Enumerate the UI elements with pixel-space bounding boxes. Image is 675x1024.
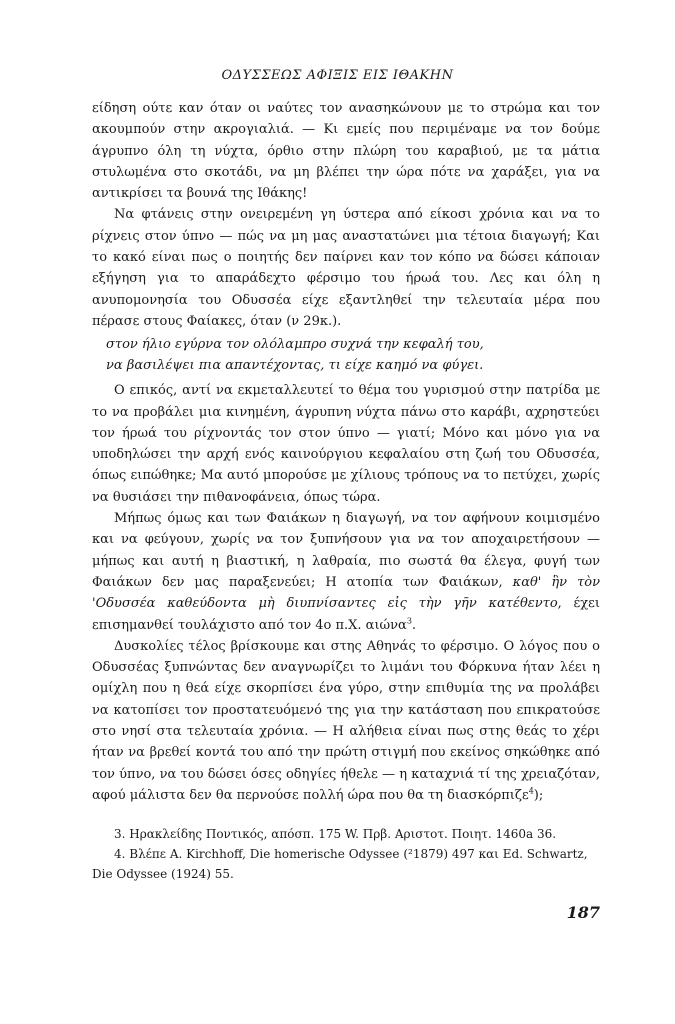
paragraph-3: Ο επικός, αντί να εκμεταλλευτεί το θέμα του γυρισμού στην πατρίδα με το να προβάλει μια κινημένη, άγρυπνη νύχτα πάνω στο καράβι, αχρηστεύει τον ήρωά του ρίχνοντάς τον στον ύπνο — γιατί; Μόνο και μόνο για να υποδηλώσει την αρχή ενός καινούργιου κεφαλαίου στη ζωή του Οδυσσέα, όπως ειπώθηκε; Μα αυτό μπορούσε με χίλιους τρόπους να το πετύχει, χωρίς να θυσιάσει την πιθανοφάνεια, όπως τώρα. xyxy=(92,383,600,505)
paragraph-5-text: Δυσκολίες τέλος βρίσκουμε και στης Αθηνάς το φέρσιμο. Ο λόγος που ο Οδυσσέας ξυπνώντας δεν αναγνωρίζει το λιμάνι του Φόρκυνα ήταν λέει η ομίχλη που η θεά είχε σκορπίσει ένα γύρο, στην επιθυμία της να προλάβει να κατοπίσει τον προστατευόμενό της για την κατάσταση που επικρατούσε στο νησί στα τελευταία χρόνια. — Η αλήθεια είναι πως στης θεάς το χέρι ήταν να βρεθεί κοντά του από την πρώτη στιγμή που εκείνος σηκώθηκε από τον ύπνο, να του δώσει όσες οδηγίες ήθελε — η καταχνιά τί της χρειαζόταν, αφού μάλιστα δεν θα περνούσε πολλή ώρα που θα τη διασκόρπιζε xyxy=(92,638,600,803)
footnote-ref-4[interactable]: 4 xyxy=(528,786,534,796)
paragraph-4-text: Μήπως όμως και των Φαιάκων η διαγωγή, να τον αφήνουν κοιμισμένο και να φεύγουν, χωρίς να τον ξυπνήσουν για να τον αποχαιρετήσουν — μήπως και αυτή η βιαστική, η λαθραία, πιο σωστά θα έλεγα, φυγή των Φαιάκων δεν μας παραξενεύει; Η ατοπία των Φαιάκων, xyxy=(92,511,600,590)
main-text xyxy=(92,98,600,806)
footnotes xyxy=(92,824,600,884)
verse-line-1: στον ήλιο εγύρνα τον ολόλαμπρο συχνά την κεφαλή του, xyxy=(106,337,484,353)
paragraph-1: είδηση ούτε καν όταν οι ναύτες τον ανασηκώνουν με το στρώμα και τον ακουμπούν στην ακρογιαλιά. — Κι εμείς που περιμέναμε να τον δούμε άγρυπνο όλη τη νύχτα, όρθιο στην πλώρη του καραβιού, με τα μάτια στυλωμένα στο σκοτάδι, να μη βλέπει την ώρα πότε να χαράξει, για να αντικρίσει τα βουνά της Ιθάκης! xyxy=(92,101,600,202)
paragraph-4 xyxy=(92,508,600,636)
paragraph-5 xyxy=(92,636,600,806)
footnote-ref-3[interactable]: 3 xyxy=(406,616,412,626)
verse-quote xyxy=(92,334,600,376)
paragraph-2: Να φτάνεις στην ονειρεμένη γη ύστερα από είκοσι χρόνια και να το ρίχνεις στον ύπνο — πώς να μη μας αναστατώνει μια τέτοια διαγωγή; Και το κακό είναι πως ο ποιητής δεν παίρνει καν τον κόπο να δώσει κάποιαν εξήγηση για το απαράδεχτο φέρσιμο του ήρωά του. Λες και όλη η ανυπομονησία του Οδυσσέα είχε εξαντληθεί την τελευταία μέρα που πέρασε στους Φαίακες, όταν (ν 29κ.). xyxy=(92,207,600,329)
ancient-greek-quote: καθ' ἣν τὸν 'Οδυσσέα καθεύδοντα μὴ διυπνίσαντες εἰς τὴν γῆν κατέθεντο xyxy=(92,574,600,612)
paragraph-4-end: . xyxy=(411,617,417,633)
footnote-4-line-1: 4. Βλέπε A. Kirchhoff, Die homerische Odyssee (²1879) 497 και Ed. Schwartz, xyxy=(114,847,588,861)
verse-line-2: να βασιλέψει πια απαντέχοντας, τι είχε καημό να φύγει. xyxy=(106,358,484,374)
footnote-4-line-2: Die Odyssee (1924) 55. xyxy=(92,867,234,881)
page-number: 187 xyxy=(566,903,600,922)
paragraph-5-end: ); xyxy=(533,787,544,803)
paragraph-4-text-cont: , έχει επισημανθεί τουλάχιστο από τον 4ο π.Χ. αιώνα xyxy=(92,596,600,633)
footnote-3: 3. Ηρακλείδης Ποντικός, απόσπ. 175 W. Πρβ. Αριστοτ. Ποιητ. 1460a 36. xyxy=(114,827,557,841)
running-head: ΟΔΥΣΣΕΩΣ ΑΦΙΞΙΣ ΕΙΣ ΙΘΑΚΗΝ xyxy=(221,68,454,83)
